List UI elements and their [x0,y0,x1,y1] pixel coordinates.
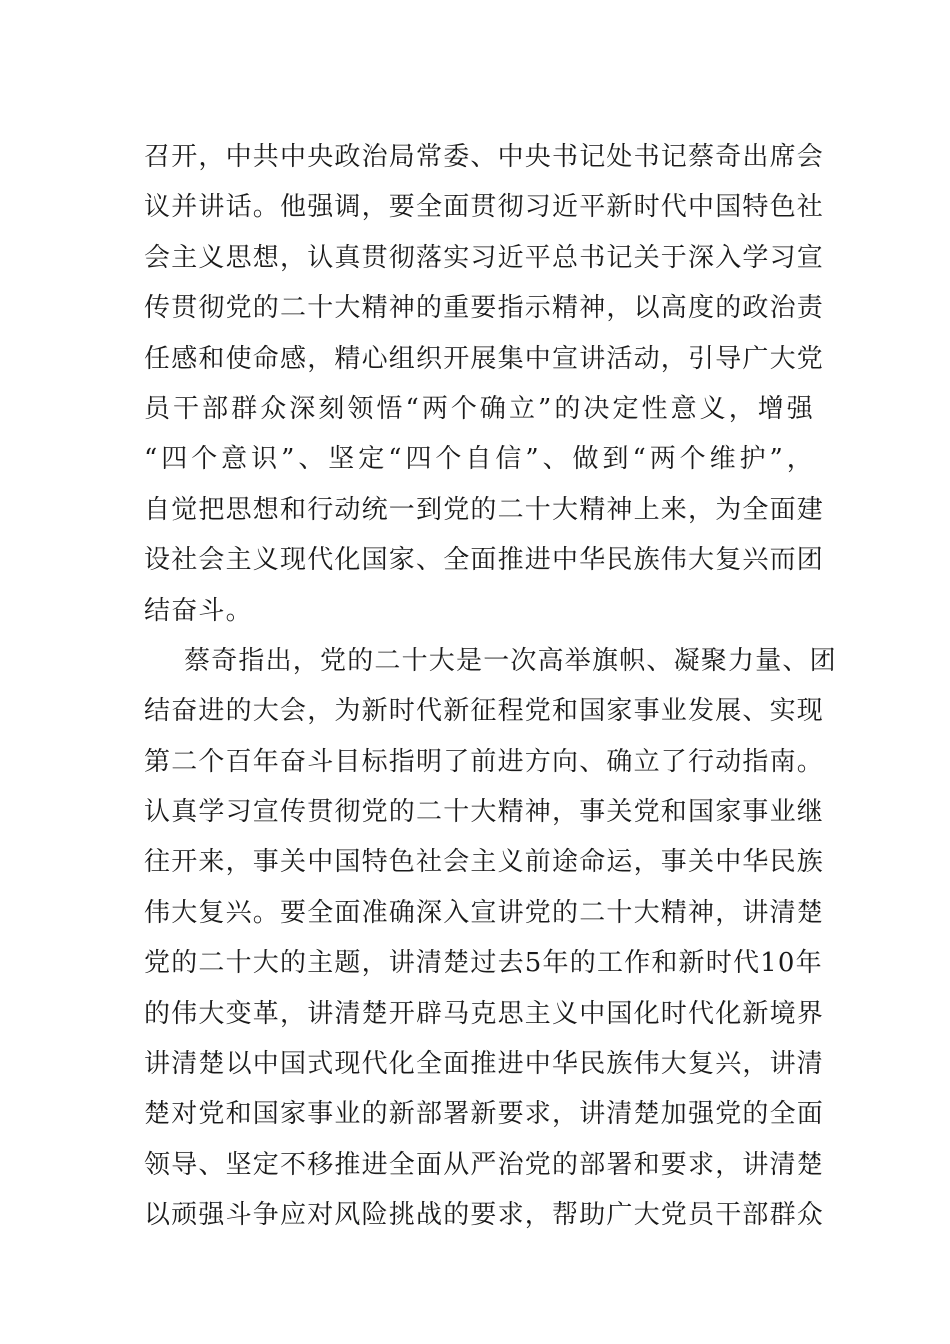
text-line: 传贯彻党的二十大精神的重要指示精神，以高度的政治责 [144,293,825,324]
text-line: 会主义思想，认真贯彻落实习近平总书记关于深入学习宣 [144,242,825,273]
text-line: 自觉把思想和行动统一到党的二十大精神上来，为全面建 [144,494,825,525]
text-line: 党的二十大的主题，讲清楚过去5年的工作和新时代10年 [144,948,823,979]
text-line: 召开，中共中央政治局常委、中央书记处书记蔡奇出席会 [144,142,825,172]
text-line: 的伟大变革，讲清楚开辟马克思主义中国化时代化新境界 [144,998,825,1029]
text-line: 结奋进的大会，为新时代新征程党和国家事业发展、实现 [144,696,825,727]
text-line: 设社会主义现代化国家、全面推进中华民族伟大复兴而团 [144,545,825,576]
text-line: 认真学习宣传贯彻党的二十大精神，事关党和国家事业继 [144,797,825,828]
text-line: 楚对党和国家事业的新部署新要求，讲清楚加强党的全面 [144,1099,825,1130]
text-line: 伟大复兴。要全面准确深入宣讲党的二十大精神，讲清楚 [144,897,825,928]
text-line: 第二个百年奋斗目标指明了前进方向、确立了行动指南。 [144,746,825,777]
paragraph-start-line: 蔡奇指出，党的二十大是一次高举旗帜、凝聚力量、团 [184,645,837,676]
text-line: 议并讲话。他强调，要全面贯彻习近平新时代中国特色社 [144,192,825,223]
text-line: 任感和使命感，精心组织开展集中宣讲活动，引导广大党 [144,343,825,374]
text-line: “四个意识”、坚定“四个自信”、做到“两个维护”， [144,444,814,475]
text-line: 以顽强斗争应对风险挑战的要求，帮助广大党员干部群众 [144,1200,825,1231]
text-line: 领导、坚定不移推进全面从严治党的部署和要求，讲清楚 [144,1149,825,1180]
text-line: 往开来，事关中国特色社会主义前途命运，事关中华民族 [144,847,825,878]
text-line: 讲清楚以中国式现代化全面推进中华民族伟大复兴，讲清 [144,1049,825,1080]
text-line: 员干部群众深刻领悟“两个确立”的决定性意义，增强 [144,393,814,424]
body-text [144,132,837,1241]
text-line: 结奋斗。 [144,595,253,626]
